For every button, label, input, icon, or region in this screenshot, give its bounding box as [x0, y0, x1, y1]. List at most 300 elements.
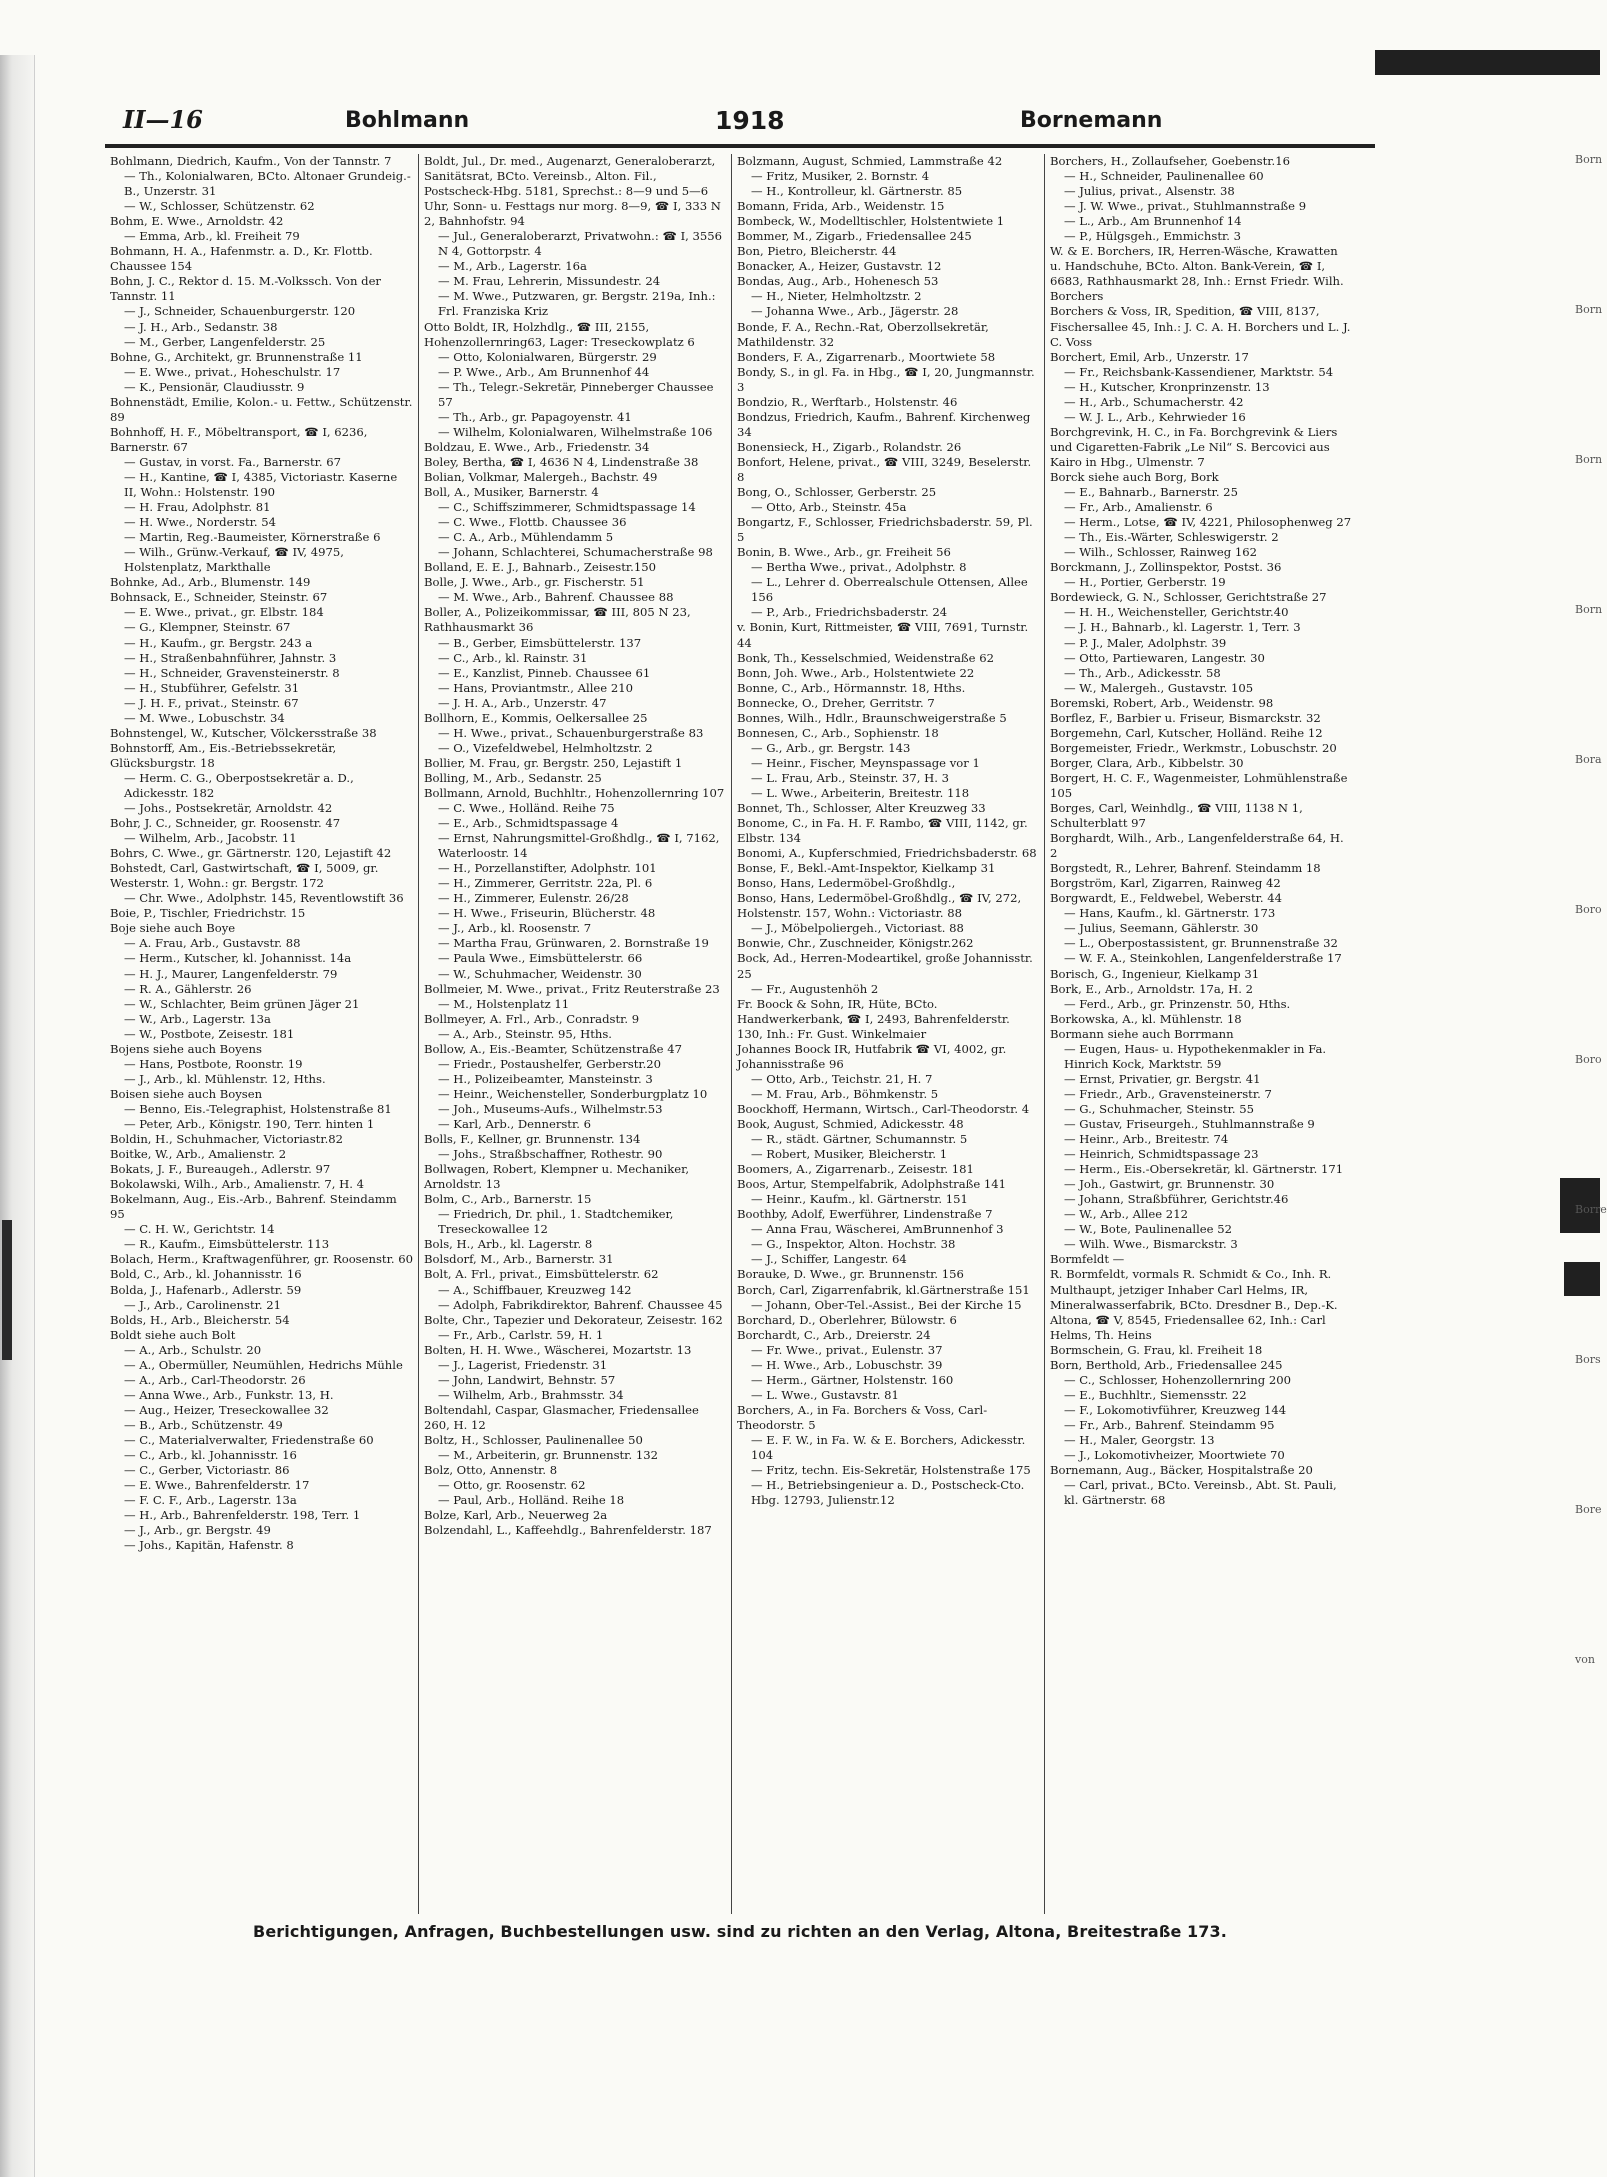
- directory-entry: Bojens siehe auch Boyens: [110, 1041, 262, 1056]
- directory-entry: — H., Kontrolleur, kl. Gärtnerstr. 85: [751, 184, 963, 199]
- directory-entry: — R., städt. Gärtner, Schumannstr. 5: [751, 1132, 968, 1147]
- directory-entry: — Johann, Straßbführer, Gerichtstr.46: [1064, 1192, 1289, 1207]
- directory-entry: Boitke, W., Arb., Amalienstr. 2: [110, 1147, 287, 1162]
- directory-entry: — Adolph, Fabrikdirektor, Bahrenf. Chaussee 45: [438, 1297, 723, 1312]
- directory-entry: — Johann, Ober-Tel.-Assist., Bei der Kirche 15: [751, 1297, 1022, 1312]
- directory-entry: — R., Kaufm., Eimsbüttelerstr. 113: [124, 1237, 330, 1252]
- directory-entry: — H., Porzellanstifter, Adolphstr. 101: [438, 861, 657, 876]
- directory-entry: — Wilhelm, Arb., Jacobstr. 11: [124, 831, 297, 846]
- directory-entry: — A., Arb., Schulstr. 20: [124, 1342, 262, 1357]
- directory-entry: — J., Möbelpoliergeh., Victoriast. 88: [751, 921, 964, 936]
- publisher-footer: Berichtigungen, Anfragen, Buchbestellungen usw. sind zu richten an den Verlag, Altona, Breitestraße 173.: [253, 1922, 1227, 1941]
- directory-entry: — Martha Frau, Grünwaren, 2. Bornstraße 19: [438, 936, 709, 951]
- directory-entry: — Otto, Partiewaren, Langestr. 30: [1064, 650, 1265, 665]
- directory-entry: Boldin, H., Schuhmacher, Victoriastr.82: [110, 1132, 344, 1147]
- directory-entry: — J., Arb., kl. Mühlenstr. 12, Hths.: [124, 1071, 326, 1086]
- directory-entry: Boltendahl, Caspar, Glasmacher, Friedensallee 260, H. 12: [424, 1402, 699, 1432]
- directory-entry: Bolling, M., Arb., Sedanstr. 25: [424, 770, 602, 785]
- directory-entry: Boje siehe auch Boye: [110, 921, 236, 936]
- directory-entry: — L. Wwe., Gustavstr. 81: [751, 1387, 899, 1402]
- directory-entry: — J., Arb., gr. Bergstr. 49: [124, 1523, 271, 1538]
- directory-entry: — H., Polizeibeamter, Mansteinstr. 3: [438, 1071, 653, 1086]
- scan-binding-mark: [2, 1220, 12, 1360]
- directory-entry: — Julius, privat., Alsenstr. 38: [1064, 184, 1235, 199]
- directory-entry: — Fr., Augustenhöh 2: [751, 981, 879, 996]
- directory-entry: Boos, Artur, Stempelfabrik, Adolphstraße 141: [737, 1177, 1007, 1192]
- directory-entry: — M. Frau, Arb., Böhmkenstr. 5: [751, 1086, 939, 1101]
- directory-entry: — L. Frau, Arb., Steinstr. 37, H. 3: [751, 770, 949, 785]
- directory-entry: — C., Gerber, Victoriastr. 86: [124, 1463, 290, 1478]
- directory-entry: Boisen siehe auch Boysen: [110, 1086, 263, 1101]
- directory-entry: — L., Lehrer d. Oberrealschule Ottensen, Allee 156: [751, 575, 1028, 605]
- directory-entry: — Peter, Arb., Königstr. 190, Terr. hinten 1: [124, 1117, 375, 1131]
- directory-entry: — Fr., Arb., Amalienstr. 6: [1064, 500, 1213, 515]
- directory-entry: Borchert, Emil, Arb., Unzerstr. 17: [1050, 349, 1249, 364]
- directory-entry: — J., Arb., Carolinenstr. 21: [124, 1297, 281, 1312]
- directory-entry: Borgwardt, E., Feldwebel, Weberstr. 44: [1050, 891, 1283, 906]
- directory-entry: Bonwie, Chr., Zuschneider, Königstr.262: [737, 936, 974, 951]
- directory-entry: Borckmann, J., Zollinspektor, Postst. 36: [1050, 560, 1282, 575]
- directory-entry: — Fr., Reichsbank-Kassendiener, Marktstr. 54: [1064, 364, 1334, 379]
- directory-entry: Bonk, Th., Kesselschmied, Weidenstraße 62: [737, 650, 994, 665]
- directory-entry: Bon, Pietro, Bleicherstr. 44: [737, 244, 897, 259]
- directory-entry: — Emma, Arb., kl. Freiheit 79: [124, 229, 300, 244]
- directory-entry: Bock, Ad., Herren-Modeartikel, große Johannisstr. 25: [737, 951, 1033, 981]
- directory-entry: v. Bonin, Kurt, Rittmeister, ☎ VIII, 7691, Turnstr. 44: [737, 620, 1029, 650]
- directory-entry: — Hans, Proviantmstr., Allee 210: [438, 680, 633, 695]
- directory-entry: — M., Holstenplatz 11: [438, 996, 570, 1011]
- directory-entry: Bomann, Frida, Arb., Weidenstr. 15: [737, 199, 945, 214]
- adjacent-page-fragment: Born: [1575, 153, 1603, 166]
- directory-entry: Borflez, F., Barbier u. Friseur, Bismarckstr. 32: [1050, 710, 1321, 725]
- directory-entry: — Th., Arb., Adickesstr. 58: [1064, 665, 1221, 680]
- directory-entry: Bohmann, H. A., Hafenmstr. a. D., Kr. Flottb. Chaussee 154: [110, 244, 373, 274]
- directory-entry: — Heinr., Arb., Breitestr. 74: [1064, 1132, 1229, 1147]
- directory-entry: Boothby, Adolf, Ewerführer, Lindenstraße 7: [737, 1207, 993, 1222]
- directory-entry: — K., Pensionär, Claudiusstr. 9: [124, 379, 305, 394]
- directory-entry: Bokats, J. F., Bureaugeh., Adlerstr. 97: [110, 1162, 331, 1177]
- directory-entry: Bolzendahl, L., Kaffeehdlg., Bahrenfelderstr. 187: [424, 1523, 712, 1538]
- adjacent-page-fragment: Born: [1575, 603, 1603, 616]
- directory-entry: — E., Bahnarb., Barnerstr. 25: [1064, 485, 1238, 500]
- directory-entry: — E. Wwe., privat., Hoheschulstr. 17: [124, 364, 341, 379]
- adjacent-page-fragment: Bors: [1575, 1353, 1601, 1366]
- directory-entry: Bonso, Hans, Ledermöbel-Großhdlg.,: [737, 876, 956, 891]
- directory-entry: — H., Kutscher, Kronprinzenstr. 13: [1064, 379, 1270, 394]
- directory-entry: — B., Gerber, Eimsbüttelerstr. 137: [438, 635, 642, 650]
- directory-entry: Borchers & Voss, IR, Spedition, ☎ VIII, 8137, Fischersallee 45, Inh.: J. C. A. H. Borchers und L. J. C. Voss: [1050, 304, 1351, 349]
- directory-entry: Bonensieck, H., Zigarb., Rolandstr. 26: [737, 439, 962, 454]
- directory-entry: — Chr. Wwe., Adolphstr. 145, Reventlowstift 36: [124, 891, 404, 906]
- directory-entry: — L., Arb., Am Brunnenhof 14: [1064, 214, 1242, 229]
- directory-entry: Borisch, G., Ingenieur, Kielkamp 31: [1050, 966, 1260, 981]
- directory-entry: — A., Obermüller, Neumühlen, Hedrichs Mühle: [124, 1357, 403, 1372]
- directory-entry: — M., Arb., Lagerstr. 16a: [438, 259, 587, 274]
- directory-entry: Bolda, J., Hafenarb., Adlerstr. 59: [110, 1282, 302, 1297]
- directory-entry: — W., Arb., Allee 212: [1064, 1207, 1188, 1222]
- directory-entry: — J. H. A., Arb., Unzerstr. 47: [438, 695, 607, 710]
- directory-entry: — H. Wwe., privat., Schauenburgerstraße 83: [438, 725, 704, 740]
- directory-entry: — H., Schneider, Paulinenallee 60: [1064, 169, 1264, 184]
- directory-entry: — W., Bote, Paulinenallee 52: [1064, 1222, 1232, 1237]
- directory-entry: Bolls, F., Kellner, gr. Brunnenstr. 134: [424, 1132, 641, 1147]
- directory-entry: — Otto, Arb., Steinstr. 45a: [751, 500, 907, 515]
- directory-entry: Borck siehe auch Borg, Bork: [1050, 469, 1219, 484]
- directory-entry: Bormann siehe auch Borrmann: [1050, 1026, 1234, 1041]
- directory-entry: — J. W. Wwe., privat., Stuhlmannstraße 9: [1064, 199, 1307, 214]
- adjacent-page-fragment: Bora: [1575, 753, 1602, 766]
- directory-entry: — C. H. W., Gerichtstr. 14: [124, 1222, 275, 1237]
- directory-entry: Boldt siehe auch Bolt: [110, 1327, 236, 1342]
- directory-entry: — Th., Kolonialwaren, BCto. Altonaer Grundeig.-B., Unzerstr. 31: [124, 169, 411, 199]
- directory-entry: — A., Arb., Steinstr. 95, Hths.: [438, 1026, 612, 1041]
- directory-entry: Borges, Carl, Weinhdlg., ☎ VIII, 1138 N 1, Schulterblatt 97: [1050, 801, 1303, 831]
- directory-entry: — A. Frau, Arb., Gustavstr. 88: [124, 936, 301, 951]
- directory-entry: — Paul, Arb., Holländ. Reihe 18: [438, 1493, 625, 1508]
- directory-entry: — H., Zimmerer, Gerritstr. 22a, Pl. 6: [438, 876, 653, 891]
- directory-entry: Bolland, E. E. J., Bahnarb., Zeisestr.150: [424, 560, 656, 575]
- directory-entry: Bonders, F. A., Zigarrenarb., Moortwiete 58: [737, 349, 996, 364]
- directory-entry: Bonacker, A., Heizer, Gustavstr. 12: [737, 259, 942, 274]
- directory-entry: Borgemehn, Carl, Kutscher, Holländ. Reihe 12: [1050, 725, 1323, 740]
- directory-entry: Bolt, A. Frl., privat., Eimsbüttelerstr. 62: [424, 1267, 659, 1282]
- directory-entry: — C. Wwe., Flottb. Chaussee 36: [438, 515, 627, 530]
- directory-entry: — P. Wwe., Arb., Am Brunnenhof 44: [438, 364, 650, 379]
- directory-entry: Bolten, H. H. Wwe., Wäscherei, Mozartstr. 13: [424, 1342, 692, 1357]
- directory-entry: Bonnecke, O., Dreher, Gerritstr. 7: [737, 695, 935, 710]
- directory-entry: — W., Schlosser, Schützenstr. 62: [124, 199, 315, 214]
- directory-entry: — H., Portier, Gerberstr. 19: [1064, 575, 1226, 590]
- directory-entry: Bollwagen, Robert, Klempner u. Mechaniker, Arnoldstr. 13: [424, 1162, 690, 1192]
- directory-entry: Borchgrevink, H. C., in Fa. Borchgrevink & Liers und Cigaretten-Fabrik „Le Nil“ S. Bercovici aus Kairo in Hbg., Ulmenstr. 7: [1050, 424, 1338, 469]
- adjacent-page-fragment: Borre: [1575, 1203, 1607, 1216]
- directory-entry: Borgert, H. C. F., Wagenmeister, Lohmühlenstraße 105: [1050, 770, 1348, 800]
- directory-entry: — Ferd., Arb., gr. Prinzenstr. 50, Hths.: [1064, 996, 1291, 1011]
- directory-entry: — W. F. A., Steinkohlen, Langenfelderstraße 17: [1064, 951, 1342, 966]
- directory-entry: R. Bormfeldt, vormals R. Schmidt & Co., Inh. R. Multhaupt, jetziger Inhaber Carl Helms, IR, Mineralwasserfabrik, BCto. Dresdner B., Dep.-K. Altona, ☎ V, 8545, Friedensallee 62, Inh.: Carl Helms, Th. Heins: [1050, 1267, 1338, 1342]
- directory-entry: — Fr. Wwe., privat., Eulenstr. 37: [751, 1342, 943, 1357]
- directory-entry: — H. Wwe., Arb., Lobuschstr. 39: [751, 1357, 943, 1372]
- directory-entry: — E. Wwe., Bahrenfelderstr. 17: [124, 1478, 310, 1493]
- directory-entry: — W., Schlachter, Beim grünen Jäger 21: [124, 996, 360, 1011]
- directory-entry: — E. F. W., in Fa. W. & E. Borchers, Adickesstr. 104: [751, 1432, 1026, 1463]
- directory-entry: Bondas, Aug., Arb., Hohenesch 53: [737, 274, 939, 289]
- directory-entry: Borchers, H., Zollaufseher, Goebenstr.16: [1050, 154, 1290, 168]
- directory-entry: — H., Straßenbahnführer, Jahnstr. 3: [124, 650, 337, 665]
- directory-entry: — H., Nieter, Helmholtzstr. 2: [751, 289, 922, 304]
- directory-entry: — Herm., Kutscher, kl. Johannisst. 14a: [124, 951, 352, 966]
- directory-entry: Borchers, A., in Fa. Borchers & Voss, Carl-Theodorstr. 5: [737, 1402, 988, 1432]
- directory-entry: — E. Wwe., privat., gr. Elbstr. 184: [124, 605, 324, 620]
- directory-entry: — Ernst, Nahrungsmittel-Großhdlg., ☎ I, 7162, Waterloostr. 14: [438, 831, 720, 861]
- directory-entry: Bohnhoff, H. F., Möbeltransport, ☎ I, 6236, Barnerstr. 67: [110, 424, 368, 454]
- directory-entry: Borger, Clara, Arb., Kibbelstr. 30: [1050, 755, 1244, 770]
- directory-page: [105, 100, 1375, 1980]
- directory-entry: — Robert, Musiker, Bleicherstr. 1: [751, 1147, 948, 1162]
- column-4: [1044, 154, 1357, 1914]
- directory-entry: — Hans, Kaufm., kl. Gärtnerstr. 173: [1064, 906, 1276, 921]
- directory-entry: — Anna Frau, Wäscherei, AmBrunnenhof 3: [751, 1222, 1004, 1237]
- directory-entry: Bollhorn, E., Kommis, Oelkersallee 25: [424, 710, 648, 725]
- directory-entry: — P. J., Maler, Adolphstr. 39: [1064, 635, 1227, 650]
- directory-entry: Boldt, Jul., Dr. med., Augenarzt, Generaloberarzt, Sanitätsrat, BCto. Vereinsb., Alton. Fil., Postscheck-Hbg. 5181, Sprechst.: 8—9 und 5—6 Uhr, Sonn- u. Festtags nur morg. 8—9, ☎ I, 333 N 2, Bahnhofstr. 94: [424, 154, 721, 229]
- directory-entry: Boley, Bertha, ☎ I, 4636 N 4, Lindenstraße 38: [424, 454, 699, 469]
- directory-entry: Borkowska, A., kl. Mühlenstr. 18: [1050, 1011, 1242, 1026]
- directory-entry: Bohm, E. Wwe., Arnoldstr. 42: [110, 214, 284, 229]
- directory-entry: — Wilhelm, Kolonialwaren, Wilhelmstraße 106: [438, 424, 713, 439]
- directory-entry: — F., Lokomotivführer, Kreuzweg 144: [1064, 1402, 1287, 1417]
- directory-entry: — Hans, Postbote, Roonstr. 19: [124, 1056, 303, 1071]
- directory-entry: — Fr., Arb., Bahrenf. Steindamm 95: [1064, 1417, 1275, 1432]
- directory-entry: Bonne, C., Arb., Hörmannstr. 18, Hths.: [737, 680, 966, 695]
- directory-entry: — Friedr., Arb., Gravensteinerstr. 7: [1064, 1086, 1272, 1101]
- directory-entry: Boomers, A., Zigarrenarb., Zeisestr. 181: [737, 1162, 974, 1177]
- directory-entry: — A., Arb., Carl-Theodorstr. 26: [124, 1372, 306, 1387]
- directory-entry: — H., Arb., Bahrenfelderstr. 198, Terr. 1: [124, 1508, 361, 1523]
- directory-entry: Otto Boldt, IR, Holzhdlg., ☎ III, 2155, Hohenzollernring63, Lager: Treseckowplatz 6: [424, 319, 695, 349]
- directory-entry: — Th., Eis.-Wärter, Schleswigerstr. 2: [1064, 530, 1279, 545]
- directory-entry: Bohr, J. C., Schneider, gr. Roosenstr. 47: [110, 816, 341, 831]
- directory-entry: — Johs., Kapitän, Hafenstr. 8: [124, 1538, 294, 1553]
- directory-entry: — H. Wwe., Friseurin, Blücherstr. 48: [438, 906, 656, 921]
- directory-entry: Bokelmann, Aug., Eis.-Arb., Bahrenf. Steindamm 95: [110, 1192, 397, 1222]
- adjacent-page-fragment: Born: [1575, 453, 1603, 466]
- page-header: [105, 100, 1375, 144]
- directory-entry: — H., Maler, Georgstr. 13: [1064, 1432, 1215, 1447]
- directory-entry: — C., Schlosser, Hohenzollernring 200: [1064, 1372, 1291, 1387]
- directory-entry: — H., Betriebsingenieur a. D., Postscheck-Cto. Hbg. 12793, Julienstr.12: [751, 1478, 1025, 1508]
- directory-entry: — P., Hülgsgeh., Emmichstr. 3: [1064, 229, 1241, 244]
- directory-entry: Bolz, Otto, Annenstr. 8: [424, 1463, 558, 1478]
- directory-entry: — Johann, Schlachterei, Schumacherstraße 98: [438, 545, 713, 560]
- directory-columns: [105, 154, 1375, 1914]
- directory-entry: — J. H. F., privat., Steinstr. 67: [124, 695, 299, 710]
- directory-entry: Boller, A., Polizeikommissar, ☎ III, 805 N 23, Rathhausmarkt 36: [424, 605, 691, 635]
- directory-entry: Bondy, S., in gl. Fa. in Hbg., ☎ I, 20, Jungmannstr. 3: [737, 364, 1035, 394]
- directory-entry: — Gustav, Friseurgeh., Stuhlmannstraße 9: [1064, 1117, 1315, 1131]
- directory-entry: — J., Lagerist, Friedenstr. 31: [438, 1357, 608, 1372]
- directory-entry: — C., Arb., kl. Rainstr. 31: [438, 650, 588, 665]
- directory-entry: W. & E. Borchers, IR, Herren-Wäsche, Krawatten u. Handschuhe, BCto. Alton. Bank-Verein, ☎ I, 6683, Rathhausmarkt 28, Inh.: Ernst Friedr. Wilh. Borchers: [1050, 244, 1344, 304]
- directory-entry: Bonomi, A., Kupferschmied, Friedrichsbaderstr. 68: [737, 846, 1037, 861]
- directory-entry: Bormfeldt —: [1050, 1252, 1125, 1267]
- directory-entry: — J., Schiffer, Langestr. 64: [751, 1252, 907, 1267]
- directory-entry: Johannes Boock IR, Hutfabrik ☎ VI, 4002, gr. Johannisstraße 96: [737, 1041, 1007, 1071]
- directory-entry: Boltz, H., Schlosser, Paulinenallee 50: [424, 1432, 643, 1447]
- directory-entry: — Julius, Seemann, Gählerstr. 30: [1064, 921, 1259, 936]
- directory-entry: Bormschein, G. Frau, kl. Freiheit 18: [1050, 1342, 1263, 1357]
- directory-entry: Borgstedt, R., Lehrer, Bahrenf. Steindamm 18: [1050, 861, 1321, 876]
- directory-entry: Book, August, Schmied, Adickesstr. 48: [737, 1117, 964, 1131]
- scan-left-edge: [0, 55, 35, 2177]
- directory-entry: — H., Stubführer, Gefelstr. 31: [124, 680, 300, 695]
- directory-entry: — G., Inspektor, Alton. Hochstr. 38: [751, 1237, 956, 1252]
- header-year: 1918: [715, 106, 785, 135]
- directory-entry: — C., Materialverwalter, Friedenstraße 60: [124, 1432, 374, 1447]
- adjacent-page-fragment: Boro: [1575, 903, 1602, 916]
- directory-entry: Bohnsack, E., Schneider, Steinstr. 67: [110, 590, 328, 605]
- directory-entry: Bokolawski, Wilh., Arb., Amalienstr. 7, H. 4: [110, 1177, 365, 1192]
- page-number: II—16: [123, 105, 203, 134]
- directory-entry: — J., Schneider, Schauenburgerstr. 120: [124, 304, 356, 319]
- directory-entry: — Otto, gr. Roosenstr. 62: [438, 1478, 586, 1493]
- directory-entry: Bohnke, Ad., Arb., Blumenstr. 149: [110, 575, 311, 590]
- directory-entry: — C. A., Arb., Mühlendamm 5: [438, 530, 614, 545]
- directory-entry: — Fritz, techn. Eis-Sekretär, Holstenstraße 175: [751, 1463, 1031, 1478]
- directory-entry: Bordewieck, G. N., Schlosser, Gerichtstraße 27: [1050, 590, 1327, 605]
- directory-entry: Bommer, M., Zigarb., Friedensallee 245: [737, 229, 972, 244]
- directory-entry: — M. Wwe., Putzwaren, gr. Bergstr. 219a, Inh.: Frl. Franziska Kriz: [438, 289, 716, 319]
- directory-entry: Borchardt, C., Arb., Dreierstr. 24: [737, 1327, 931, 1342]
- directory-entry: Bonso, Hans, Ledermöbel-Großhdlg., ☎ IV, 272, Holstenstr. 157, Wohn.: Victoriastr. 88: [737, 891, 1022, 921]
- directory-entry: Bork, E., Arb., Arnoldstr. 17a, H. 2: [1050, 981, 1253, 996]
- header-first-name: Bohlmann: [345, 108, 470, 133]
- directory-entry: — Aug., Heizer, Treseckowallee 32: [124, 1402, 329, 1417]
- directory-entry: — Th., Arb., gr. Papagoyenstr. 41: [438, 409, 632, 424]
- directory-entry: — Wilh., Schlosser, Rainweg 162: [1064, 545, 1258, 560]
- directory-entry: — G., Schuhmacher, Steinstr. 55: [1064, 1101, 1255, 1116]
- directory-entry: Borauke, D. Wwe., gr. Brunnenstr. 156: [737, 1267, 964, 1282]
- directory-entry: Bolsdorf, M., Arb., Barnerstr. 31: [424, 1252, 614, 1267]
- directory-entry: Bolze, Karl, Arb., Neuerweg 2a: [424, 1508, 608, 1523]
- directory-entry: — H. H., Weichensteller, Gerichtstr.40: [1064, 605, 1289, 620]
- directory-entry: Bolach, Herm., Kraftwagenführer, gr. Roosenstr. 60: [110, 1252, 413, 1267]
- directory-entry: — W., Malergeh., Gustavstr. 105: [1064, 680, 1254, 695]
- adjacent-page-fragment: von: [1575, 1653, 1595, 1666]
- directory-entry: — G., Klempner, Steinstr. 67: [124, 620, 291, 635]
- directory-entry: — Martin, Reg.-Baumeister, Körnerstraße 6: [124, 530, 381, 545]
- column-3: [731, 154, 1044, 1914]
- directory-entry: Bols, H., Arb., kl. Lagerstr. 8: [424, 1237, 593, 1252]
- directory-entry: — Otto, Kolonialwaren, Bürgerstr. 29: [438, 349, 657, 364]
- directory-entry: — Ernst, Privatier, gr. Bergstr. 41: [1064, 1071, 1261, 1086]
- directory-entry: — Th., Telegr.-Sekretär, Pinneberger Chaussee 57: [438, 379, 714, 409]
- directory-entry: — H. Wwe., Norderstr. 54: [124, 515, 277, 530]
- directory-entry: — H., Arb., Schumacherstr. 42: [1064, 394, 1244, 409]
- directory-entry: — Wilh. Wwe., Bismarckstr. 3: [1064, 1237, 1238, 1252]
- directory-entry: — C., Arb., kl. Johannisstr. 16: [124, 1448, 297, 1463]
- directory-entry: — Herm., Lotse, ☎ IV, 4221, Philosophenweg 27: [1064, 515, 1352, 530]
- directory-entry: Bondzio, R., Werftarb., Holstenstr. 46: [737, 394, 958, 409]
- directory-entry: — Fritz, Musiker, 2. Bornstr. 4: [751, 169, 930, 184]
- directory-entry: — F. C. F., Arb., Lagerstr. 13a: [124, 1493, 297, 1508]
- directory-entry: — M. Wwe., Arb., Bahrenf. Chaussee 88: [438, 590, 674, 605]
- directory-entry: Borgemeister, Friedr., Werkmstr., Lobuschstr. 20: [1050, 740, 1337, 755]
- directory-entry: Boldzau, E. Wwe., Arb., Friedenstr. 34: [424, 439, 650, 454]
- directory-entry: — Bertha Wwe., privat., Adolphstr. 8: [751, 560, 967, 575]
- directory-entry: — Heinrich, Schmidtspassage 23: [1064, 1147, 1259, 1162]
- directory-entry: — E., Buchhltr., Siemensstr. 22: [1064, 1387, 1247, 1402]
- directory-entry: — Karl, Arb., Dennerstr. 6: [438, 1117, 591, 1131]
- directory-entry: Bonnes, Wilh., Hdlr., Braunschweigerstraße 5: [737, 710, 1007, 725]
- directory-entry: — Heinr., Kaufm., kl. Gärtnerstr. 151: [751, 1192, 968, 1207]
- directory-entry: — Friedrich, Dr. phil., 1. Stadtchemiker, Treseckowallee 12: [438, 1207, 674, 1237]
- directory-entry: Boockhoff, Hermann, Wirtsch., Carl-Theodorstr. 4: [737, 1101, 1030, 1116]
- adjacent-page-fragment: Born: [1575, 303, 1603, 316]
- directory-entry: — J. H., Arb., Sedanstr. 38: [124, 319, 278, 334]
- directory-entry: — Heinr., Fischer, Meynspassage vor 1: [751, 755, 980, 770]
- directory-entry: — W., Schuhmacher, Weidenstr. 30: [438, 966, 642, 981]
- directory-entry: Boll, A., Musiker, Barnerstr. 4: [424, 485, 599, 500]
- directory-entry: — Benno, Eis.-Telegraphist, Holstenstraße 81: [124, 1101, 392, 1116]
- directory-entry: — W., Postbote, Zeisestr. 181: [124, 1026, 295, 1041]
- directory-entry: Bonome, C., in Fa. H. F. Rambo, ☎ VIII, 1142, gr. Elbstr. 134: [737, 816, 1028, 846]
- directory-entry: — Herm., Gärtner, Holstenstr. 160: [751, 1372, 954, 1387]
- directory-entry: — W., Arb., Lagerstr. 13a: [124, 1011, 271, 1026]
- directory-entry: Bondzus, Friedrich, Kaufm., Bahrenf. Kirchenweg 34: [737, 409, 1031, 439]
- directory-entry: Borghardt, Wilh., Arb., Langenfelderstraße 64, H. 2: [1050, 831, 1344, 861]
- directory-entry: Bollier, M. Frau, gr. Bergstr. 250, Lejastift 1: [424, 755, 683, 770]
- column-2: [418, 154, 731, 1914]
- directory-entry: — M., Arbeiterin, gr. Brunnenstr. 132: [438, 1448, 658, 1463]
- directory-entry: — C. Wwe., Holländ. Reihe 75: [438, 801, 615, 816]
- directory-entry: Bolian, Volkmar, Malergeh., Bachstr. 49: [424, 469, 658, 484]
- directory-entry: — M. Frau, Lehrerin, Missundestr. 24: [438, 274, 661, 289]
- directory-entry: — Friedr., Postaushelfer, Gerberstr.20: [438, 1056, 662, 1071]
- directory-entry: — M. Wwe., Lobuschstr. 34: [124, 710, 285, 725]
- directory-entry: — H. Frau, Adolphstr. 81: [124, 500, 271, 515]
- directory-entry: Bohstedt, Carl, Gastwirtschaft, ☎ I, 5009, gr. Westerstr. 1, Wohn.: gr. Bergstr. 172: [110, 861, 379, 891]
- directory-entry: — Paula Wwe., Eimsbüttelerstr. 66: [438, 951, 643, 966]
- directory-entry: Bollmeier, M. Wwe., privat., Fritz Reuterstraße 23: [424, 981, 720, 996]
- directory-entry: — P., Arb., Friedrichsbaderstr. 24: [751, 605, 948, 620]
- directory-entry: — Eugen, Haus- u. Hypothekenmakler in Fa. Hinrich Kock, Marktstr. 59: [1064, 1041, 1327, 1071]
- directory-entry: Fr. Boock & Sohn, IR, Hüte, BCto. Handwerkerbank, ☎ I, 2493, Bahrenfelderstr. 130, Inh.: Fr. Gust. Winkelmaier: [737, 996, 1010, 1041]
- directory-entry: — Heinr., Weichensteller, Sonderburgplatz 10: [438, 1086, 708, 1101]
- directory-entry: Bohne, G., Architekt, gr. Brunnenstraße 11: [110, 349, 363, 364]
- directory-entry: Borchard, D., Oberlehrer, Bülowstr. 6: [737, 1312, 957, 1327]
- directory-entry: Bold, C., Arb., kl. Johannisstr. 16: [110, 1267, 302, 1282]
- directory-entry: — A., Schiffbauer, Kreuzweg 142: [438, 1282, 632, 1297]
- directory-entry: — E., Arb., Schmidtspassage 4: [438, 816, 619, 831]
- directory-entry: — Carl, privat., BCto. Vereinsb., Abt. St. Pauli, kl. Gärtnerstr. 68: [1064, 1478, 1337, 1508]
- directory-entry: Boie, P., Tischler, Friedrichstr. 15: [110, 906, 306, 921]
- adjacent-page-fragment: Boro: [1575, 1053, 1602, 1066]
- directory-entry: Born, Berthold, Arb., Friedensallee 245: [1050, 1357, 1283, 1372]
- directory-entry: Bolzmann, August, Schmied, Lammstraße 42: [737, 154, 1003, 168]
- directory-entry: Bonnet, Th., Schlosser, Alter Kreuzweg 33: [737, 801, 986, 816]
- directory-entry: Bohnenstädt, Emilie, Kolon.- u. Fettw., Schützenstr. 89: [110, 394, 413, 424]
- directory-entry: — Johs., Postsekretär, Arnoldstr. 42: [124, 801, 333, 816]
- directory-entry: — H., Kaufm., gr. Bergstr. 243 a: [124, 635, 313, 650]
- directory-entry: Bonse, F., Bekl.-Amt-Inspektor, Kielkamp 31: [737, 861, 996, 876]
- directory-entry: Bong, O., Schlosser, Gerberstr. 25: [737, 485, 937, 500]
- directory-entry: — J., Arb., kl. Roosenstr. 7: [438, 921, 592, 936]
- directory-entry: Bollmeyer, A. Frl., Arb., Conradstr. 9: [424, 1011, 640, 1026]
- directory-entry: Bohlmann, Diedrich, Kaufm., Von der Tannstr. 7: [110, 154, 392, 168]
- directory-entry: — H., Zimmerer, Eulenstr. 26/28: [438, 891, 629, 906]
- directory-entry: — Otto, Arb., Teichstr. 21, H. 7: [751, 1071, 933, 1086]
- directory-entry: Bombeck, W., Modelltischler, Holstentwiete 1: [737, 214, 1005, 229]
- header-last-name: Bornemann: [1020, 108, 1163, 133]
- directory-entry: Bonin, B. Wwe., Arb., gr. Freiheit 56: [737, 545, 951, 560]
- column-1: [105, 154, 418, 1914]
- directory-entry: — J., Lokomotivheizer, Moortwiete 70: [1064, 1448, 1285, 1463]
- directory-entry: Bollmann, Arnold, Buchhltr., Hohenzollernring 107: [424, 785, 725, 800]
- directory-entry: Borch, Carl, Zigarrenfabrik, kl.Gärtnerstraße 151: [737, 1282, 1030, 1297]
- directory-entry: Bonde, F. A., Rechn.-Rat, Oberzollsekretär, Mathildenstr. 32: [737, 319, 989, 349]
- adjacent-page-fragment: Bore: [1575, 1503, 1602, 1516]
- directory-entry: — Herm. C. G., Oberpostsekretär a. D., Adickesstr. 182: [124, 770, 354, 800]
- directory-entry: — B., Arb., Schützenstr. 49: [124, 1417, 283, 1432]
- directory-entry: — Joh., Gastwirt, gr. Brunnenstr. 30: [1064, 1177, 1275, 1192]
- directory-entry: Bongartz, F., Schlosser, Friedrichsbaderstr. 59, Pl. 5: [737, 515, 1033, 545]
- directory-entry: Bohrs, C. Wwe., gr. Gärtnerstr. 120, Lejastift 42: [110, 846, 392, 861]
- directory-entry: Bollow, A., Eis.-Beamter, Schützenstraße 47: [424, 1041, 682, 1056]
- directory-entry: — J. H., Bahnarb., kl. Lagerstr. 1, Terr. 3: [1064, 620, 1301, 635]
- directory-entry: — H. J., Maurer, Langenfelderstr. 79: [124, 966, 338, 981]
- directory-entry: Bonnesen, C., Arb., Sophienstr. 18: [737, 725, 939, 740]
